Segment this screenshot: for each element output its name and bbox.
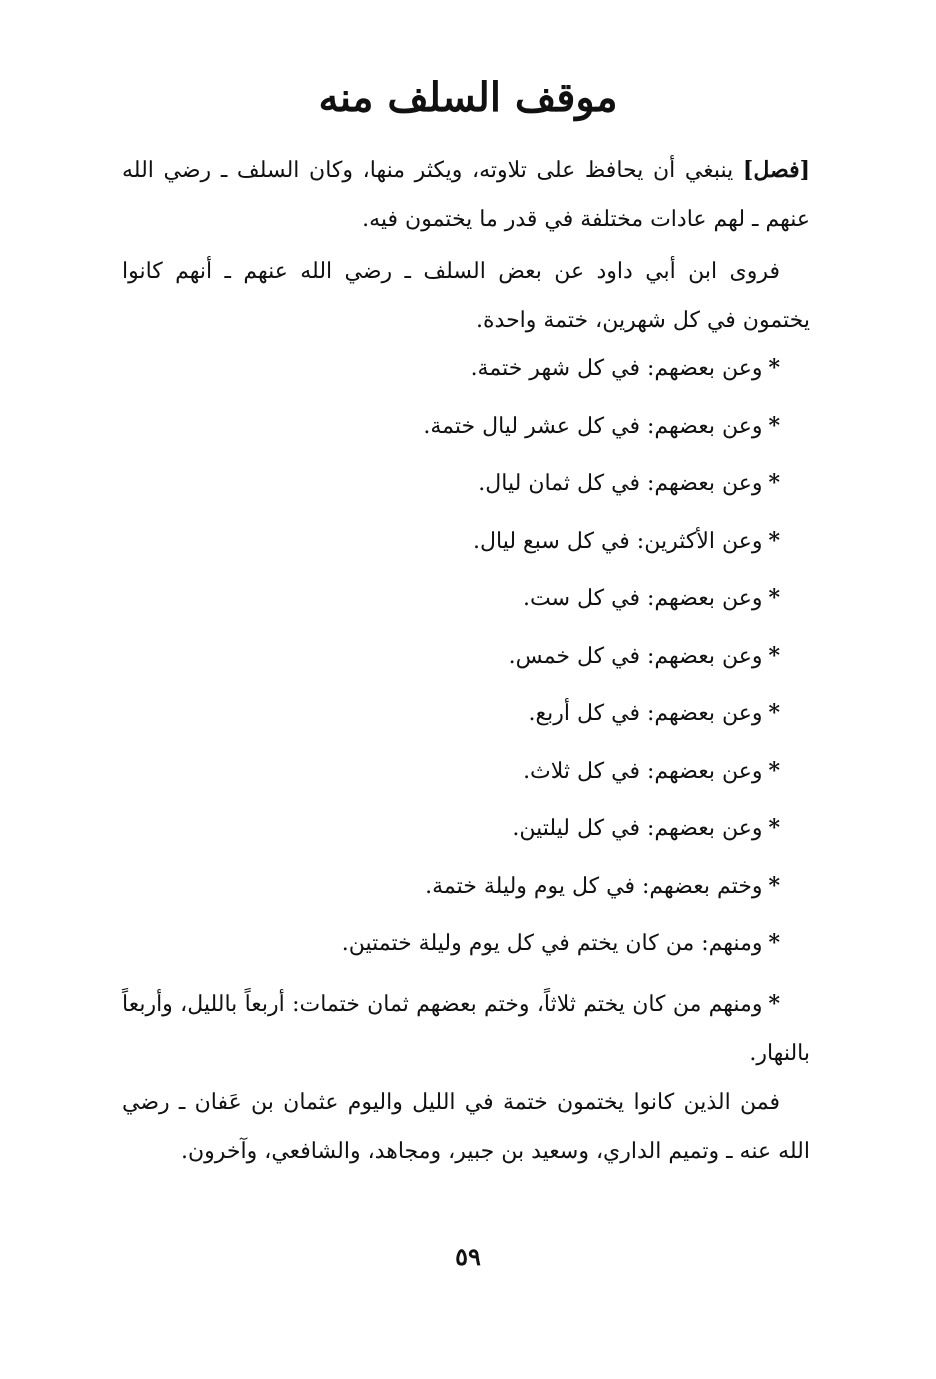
list-item-text: وعن بعضهم: في كل خمس. [508, 643, 763, 669]
intro-body: ينبغي أن يحافظ على تلاوته، ويكثر منها، وكان السلف ـ رضي الله عنهم ـ لهم عادات مختلفة في قدر ما يختمون فيه. [122, 158, 810, 232]
extended-item-paragraph [122, 980, 810, 1078]
intro-paragraph [122, 146, 810, 244]
list-item [120, 459, 780, 517]
star-marker: * [768, 700, 780, 726]
extended-item-text [122, 980, 810, 1078]
list-item [120, 804, 780, 862]
star-marker: * [768, 527, 780, 554]
page-number: ٥٩ [455, 1242, 481, 1271]
narration-paragraph [122, 247, 810, 345]
star-marker: * [768, 815, 780, 841]
star-marker: * [768, 412, 780, 439]
list-item-text: وعن بعضهم: في كل أربع. [528, 701, 763, 726]
list-item [120, 574, 780, 632]
star-marker: * [768, 470, 780, 496]
star-marker: * [768, 930, 780, 956]
list-item-text: ومنهم: من كان يختم في كل يوم وليلة ختمتين. [341, 931, 763, 956]
star-marker: * [768, 991, 780, 1017]
section-tag: [فصل] [742, 157, 810, 183]
list-item-text: وختم بعضهم: في كل يوم وليلة ختمة. [425, 873, 763, 899]
star-marker: * [768, 355, 780, 381]
list-item-text: وعن بعضهم: في كل ست. [522, 586, 763, 611]
list-item-text: وعن الأكثرين: في كل سبع ليال. [473, 528, 763, 554]
star-marker: * [768, 872, 780, 899]
star-marker: * [768, 757, 780, 784]
closing-paragraph [122, 1078, 810, 1176]
star-marker: * [768, 585, 780, 611]
khatma-list [120, 344, 780, 977]
list-item-text: وعن بعضهم: في كل ثلاث. [523, 758, 763, 784]
narration-text: فروى ابن أبي داود عن بعض السلف ـ رضي الله عنهم ـ أنهم كانوا يختمون في كل شهرين، ختمة واحدة. [122, 259, 810, 333]
chapter-title: موقف السلف منه [318, 74, 618, 121]
star-marker: * [768, 642, 780, 669]
list-item [120, 632, 780, 690]
list-item [120, 689, 780, 747]
list-item [120, 747, 780, 805]
intro-text [122, 146, 810, 244]
list-item-text: وعن بعضهم: في كل ثمان ليال. [478, 471, 763, 496]
list-item-text: وعن بعضهم: في كل عشر ليال ختمة. [423, 413, 763, 439]
extended-item-body: ومنهم من كان يختم ثلاثاً، وختم بعضهم ثمان ختمات: أربعاً بالليل، وأربعاً بالنهار. [122, 992, 810, 1066]
list-item-text: وعن بعضهم: في كل ليلتين. [512, 816, 763, 841]
list-item [120, 517, 780, 575]
list-item [120, 402, 780, 460]
closing-text: فمن الذين كانوا يختمون ختمة في الليل واليوم عثمان بن عَفان ـ رضي الله عنه ـ وتميم الداري، وسعيد بن جبير، ومجاهد، والشافعي، وآخرون. [122, 1090, 810, 1164]
list-item [120, 919, 780, 977]
list-item [120, 862, 780, 920]
list-item-text: وعن بعضهم: في كل شهر ختمة. [470, 356, 763, 381]
list-item [120, 344, 780, 402]
